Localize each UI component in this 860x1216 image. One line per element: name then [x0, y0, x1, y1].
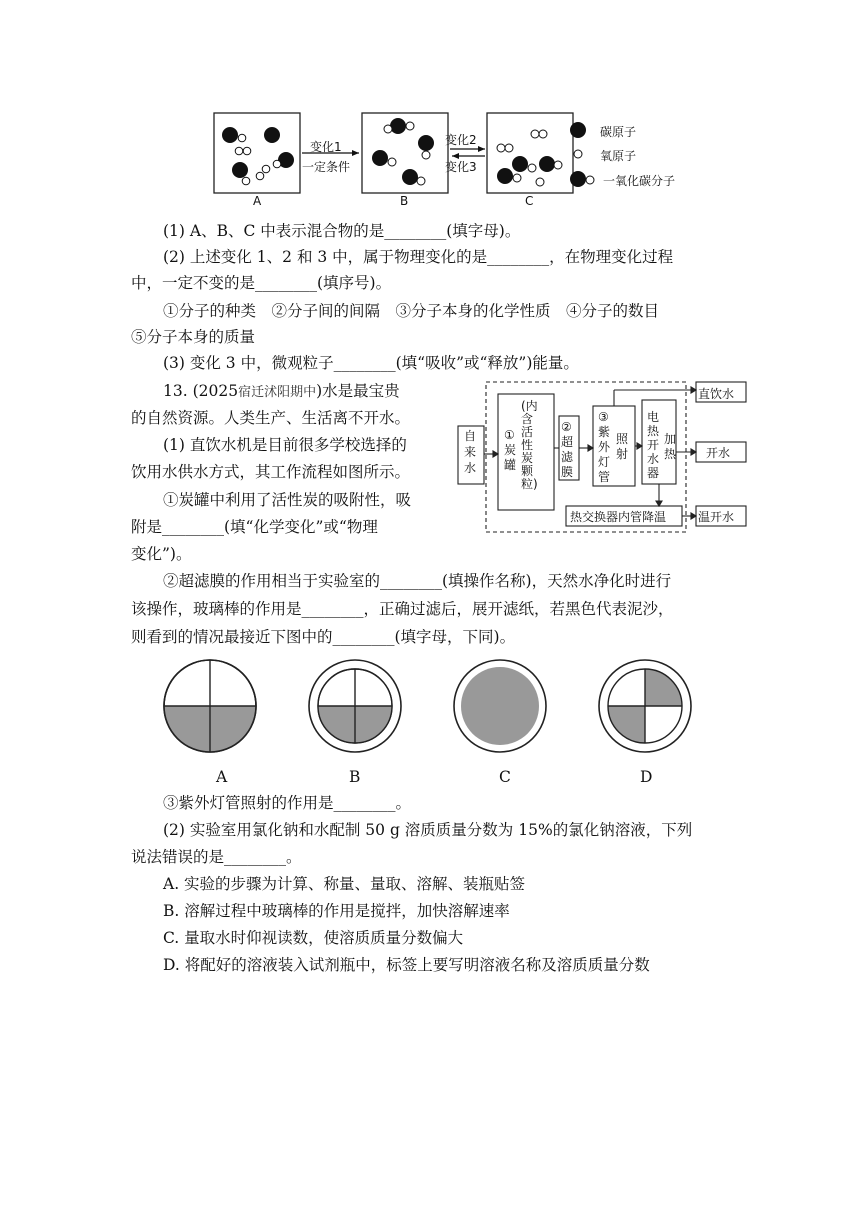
q13-choice-b: B. 溶解过程中玻璃棒的作用是搅拌，加快溶解速率 [163, 902, 510, 920]
q13-source-open: (2025 [192, 382, 239, 400]
box-b-label: B [400, 194, 409, 208]
flow-step1-main: ①炭罐 [504, 428, 517, 472]
q12-part1: (1) A、B、C 中表示混合物的是________(填字母)。 [163, 222, 521, 240]
q13-source: 宿迁沭阳期中 [238, 385, 317, 400]
filter-paper-figures [150, 656, 710, 766]
arrow2-label: 变化2 [445, 133, 477, 147]
q13-choice-d: D. 将配好的溶液装入试剂瓶中，标签上要写明溶液名称及溶质质量分数 [163, 956, 650, 974]
q13-sub1-a: ①炭罐中利用了活性炭的吸附性，吸 [163, 491, 412, 509]
q13-source-close: ) [316, 382, 323, 400]
flow-step4: 电热开水器 [647, 410, 660, 480]
q13-part2-b: 说法错误的是________。 [131, 848, 302, 866]
q13-choice-a: A. 实验的步骤为计算、称量、量取、溶解、装瓶贴签 [163, 875, 526, 893]
filter-c [454, 660, 546, 752]
q13-intro-a: 水是最宝贵 [322, 382, 400, 400]
q12-part2-b: 中，一定不变的是________(填序号)。 [131, 274, 392, 292]
q13-sub1-b: 附是________(填“化学变化”或“物理 [131, 518, 378, 536]
flow-exchanger: 热交换器内管降温 [570, 510, 667, 524]
q13-header [163, 380, 400, 404]
filter-label-b: B [349, 768, 361, 786]
q12-options-2: ⑤分子本身的质量 [131, 328, 256, 346]
arrow3-label: 变化3 [445, 160, 477, 174]
legend-co: 一氧化碳分子 [603, 174, 676, 188]
q13-intro-b: 的自然资源。人类生产、生活离不开水。 [131, 409, 411, 427]
q13-part2-a: (2) 实验室用氯化钠和水配制 50 g 溶质质量分数为 15%的氯化钠溶液，下列 [163, 821, 693, 839]
flow-output-direct: 直饮水 [698, 387, 735, 401]
filter-b [309, 660, 401, 752]
q13-sub2-b: 该操作，玻璃棒的作用是________，正确过滤后，展开滤纸，若黑色代表泥沙， [131, 600, 674, 618]
flow-step3-action: 照射 [616, 432, 629, 461]
filter-a [164, 660, 256, 752]
flow-step2: ②超滤膜 [561, 420, 574, 479]
legend-oxygen: 氧原子 [600, 149, 637, 163]
filter-d [599, 660, 691, 752]
q12-part2-a: (2) 上述变化 1、2 和 3 中，属于物理变化的是________，在物理变化过程 [163, 248, 674, 266]
flow-output-warm: 温开水 [698, 510, 735, 524]
filter-label-c: C [499, 768, 511, 786]
q13-sub2-c: 则看到的情况最接近下图中的________(填字母，下同)。 [131, 628, 516, 646]
filter-label-d: D [640, 768, 653, 786]
box-c-label: C [525, 194, 534, 208]
flow-step3: ③紫外灯管 [598, 410, 611, 484]
box-a-label: A [253, 194, 262, 208]
arrow1-bottom-label: 一定条件 [302, 160, 351, 174]
flow-output-boiling: 开水 [706, 446, 731, 460]
flow-source: 自来水 [464, 429, 477, 475]
q13-sub3: ③紫外灯管照射的作用是________。 [163, 794, 412, 812]
q12-part3: (3) 变化 3 中，微观粒子________(填“吸收”或“释放”)能量。 [163, 354, 579, 372]
q13-number: 13. [163, 382, 188, 400]
flow-step4-action: 加热 [664, 432, 677, 461]
q13-sub2-a: ②超滤膜的作用相当于实验室的________(填操作名称)，天然水净化时进行 [163, 572, 672, 590]
q12-options-1: ①分子的种类 ②分子间的间隔 ③分子本身的化学性质 ④分子的数目 [163, 302, 660, 320]
legend-carbon: 碳原子 [600, 125, 637, 139]
filter-label-a: A [216, 768, 228, 786]
arrow1-top-label: 变化1 [310, 140, 342, 154]
q13-part1-b: 饮用水供水方式，其工作流程如图所示。 [131, 463, 411, 481]
q13-part1-a: (1) 直饮水机是目前很多学校选择的 [163, 436, 407, 454]
q13-choice-c: C. 量取水时仰视读数，使溶质质量分数偏大 [163, 929, 464, 947]
flow-step1-note: (内含活性炭颗粒) [521, 399, 538, 491]
q13-sub1-c: 变化”)。 [131, 545, 192, 563]
